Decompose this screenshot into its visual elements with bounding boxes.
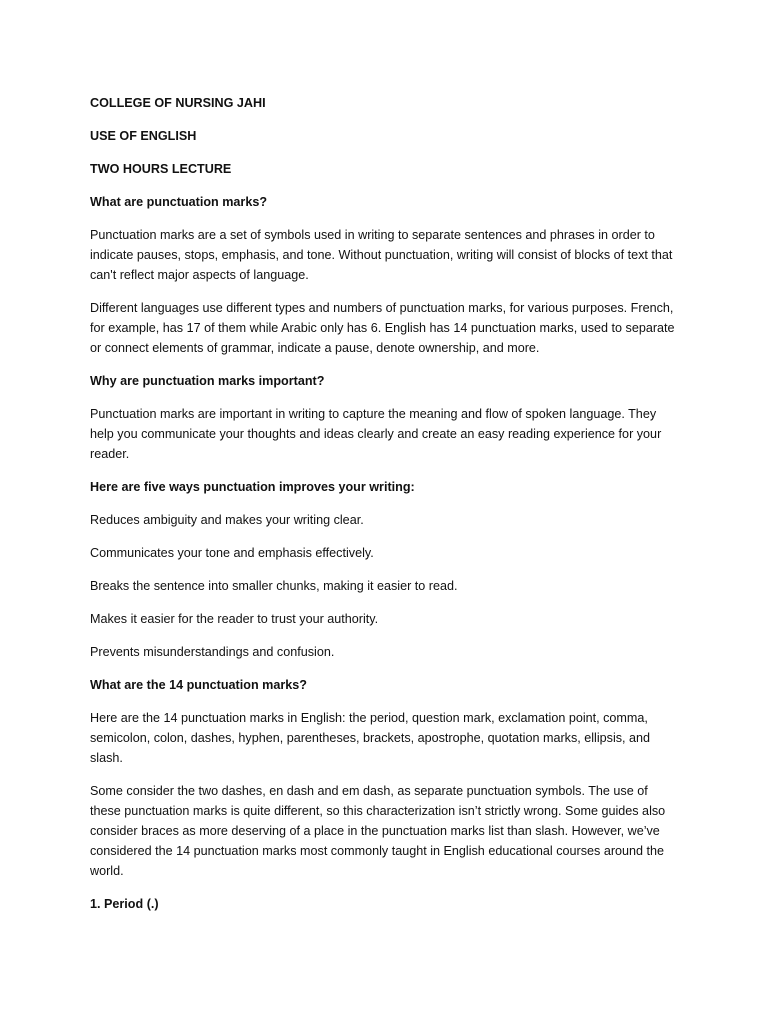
lecture-title: TWO HOURS LECTURE bbox=[90, 162, 232, 176]
fourteen-paragraph-1: Here are the 14 punctuation marks in English: the period, question mark, exclamation point, comma, semicolon, colon, dashes, hyphen, parentheses, brackets, apostrophe, quotation marks, ellipsis, and slash. bbox=[90, 711, 651, 765]
what-are-punctuation-marks-heading: What are punctuation marks? bbox=[90, 195, 268, 209]
five-ways-item-4: Makes it easier for the reader to trust your authority. bbox=[90, 612, 379, 626]
five-ways-item-2: Communicates your tone and emphasis effectively. bbox=[90, 546, 374, 560]
five-ways-item-3: Breaks the sentence into smaller chunks, making it easier to read. bbox=[90, 579, 458, 593]
document-body bbox=[90, 93, 680, 927]
fourteen-paragraph-2: Some consider the two dashes, en dash and em dash, as separate punctuation symbols. The use of these punctuation marks is quite different, so this characterization isn’t strictly wrong. Some guides also consider braces as more deserving of a place in the punctuation marks list than slash. However, we’ve considered the 14 punctuation marks most commonly taught in English educational courses around the world. bbox=[90, 784, 666, 878]
five-ways-item-5: Prevents misunderstandings and confusion. bbox=[90, 645, 335, 659]
why-paragraph: Punctuation marks are important in writing to capture the meaning and flow of spoken language. They help you communicate your thoughts and ideas clearly and create an easy reading experience for your reader. bbox=[90, 407, 662, 461]
college-title: COLLEGE OF NURSING JAHI bbox=[90, 96, 266, 110]
why-important-heading: Why are punctuation marks important? bbox=[90, 374, 325, 388]
five-ways-item-1: Reduces ambiguity and makes your writing clear. bbox=[90, 513, 364, 527]
what-paragraph-1: Punctuation marks are a set of symbols used in writing to separate sentences and phrases in order to indicate pauses, stops, emphasis, and tone. Without punctuation, writing will consist of blocks of text that can't reflect major aspects of language. bbox=[90, 228, 673, 282]
fourteen-marks-heading: What are the 14 punctuation marks? bbox=[90, 678, 307, 692]
course-title: USE OF ENGLISH bbox=[90, 129, 197, 143]
period-heading: 1. Period (.) bbox=[90, 897, 159, 911]
five-ways-heading: Here are five ways punctuation improves your writing: bbox=[90, 480, 415, 494]
what-paragraph-2: Different languages use different types and numbers of punctuation marks, for various purposes. French, for example, has 17 of them while Arabic only has 6. English has 14 punctuation marks, used to separate or connect elements of grammar, indicate a pause, denote ownership, and more. bbox=[90, 301, 675, 355]
